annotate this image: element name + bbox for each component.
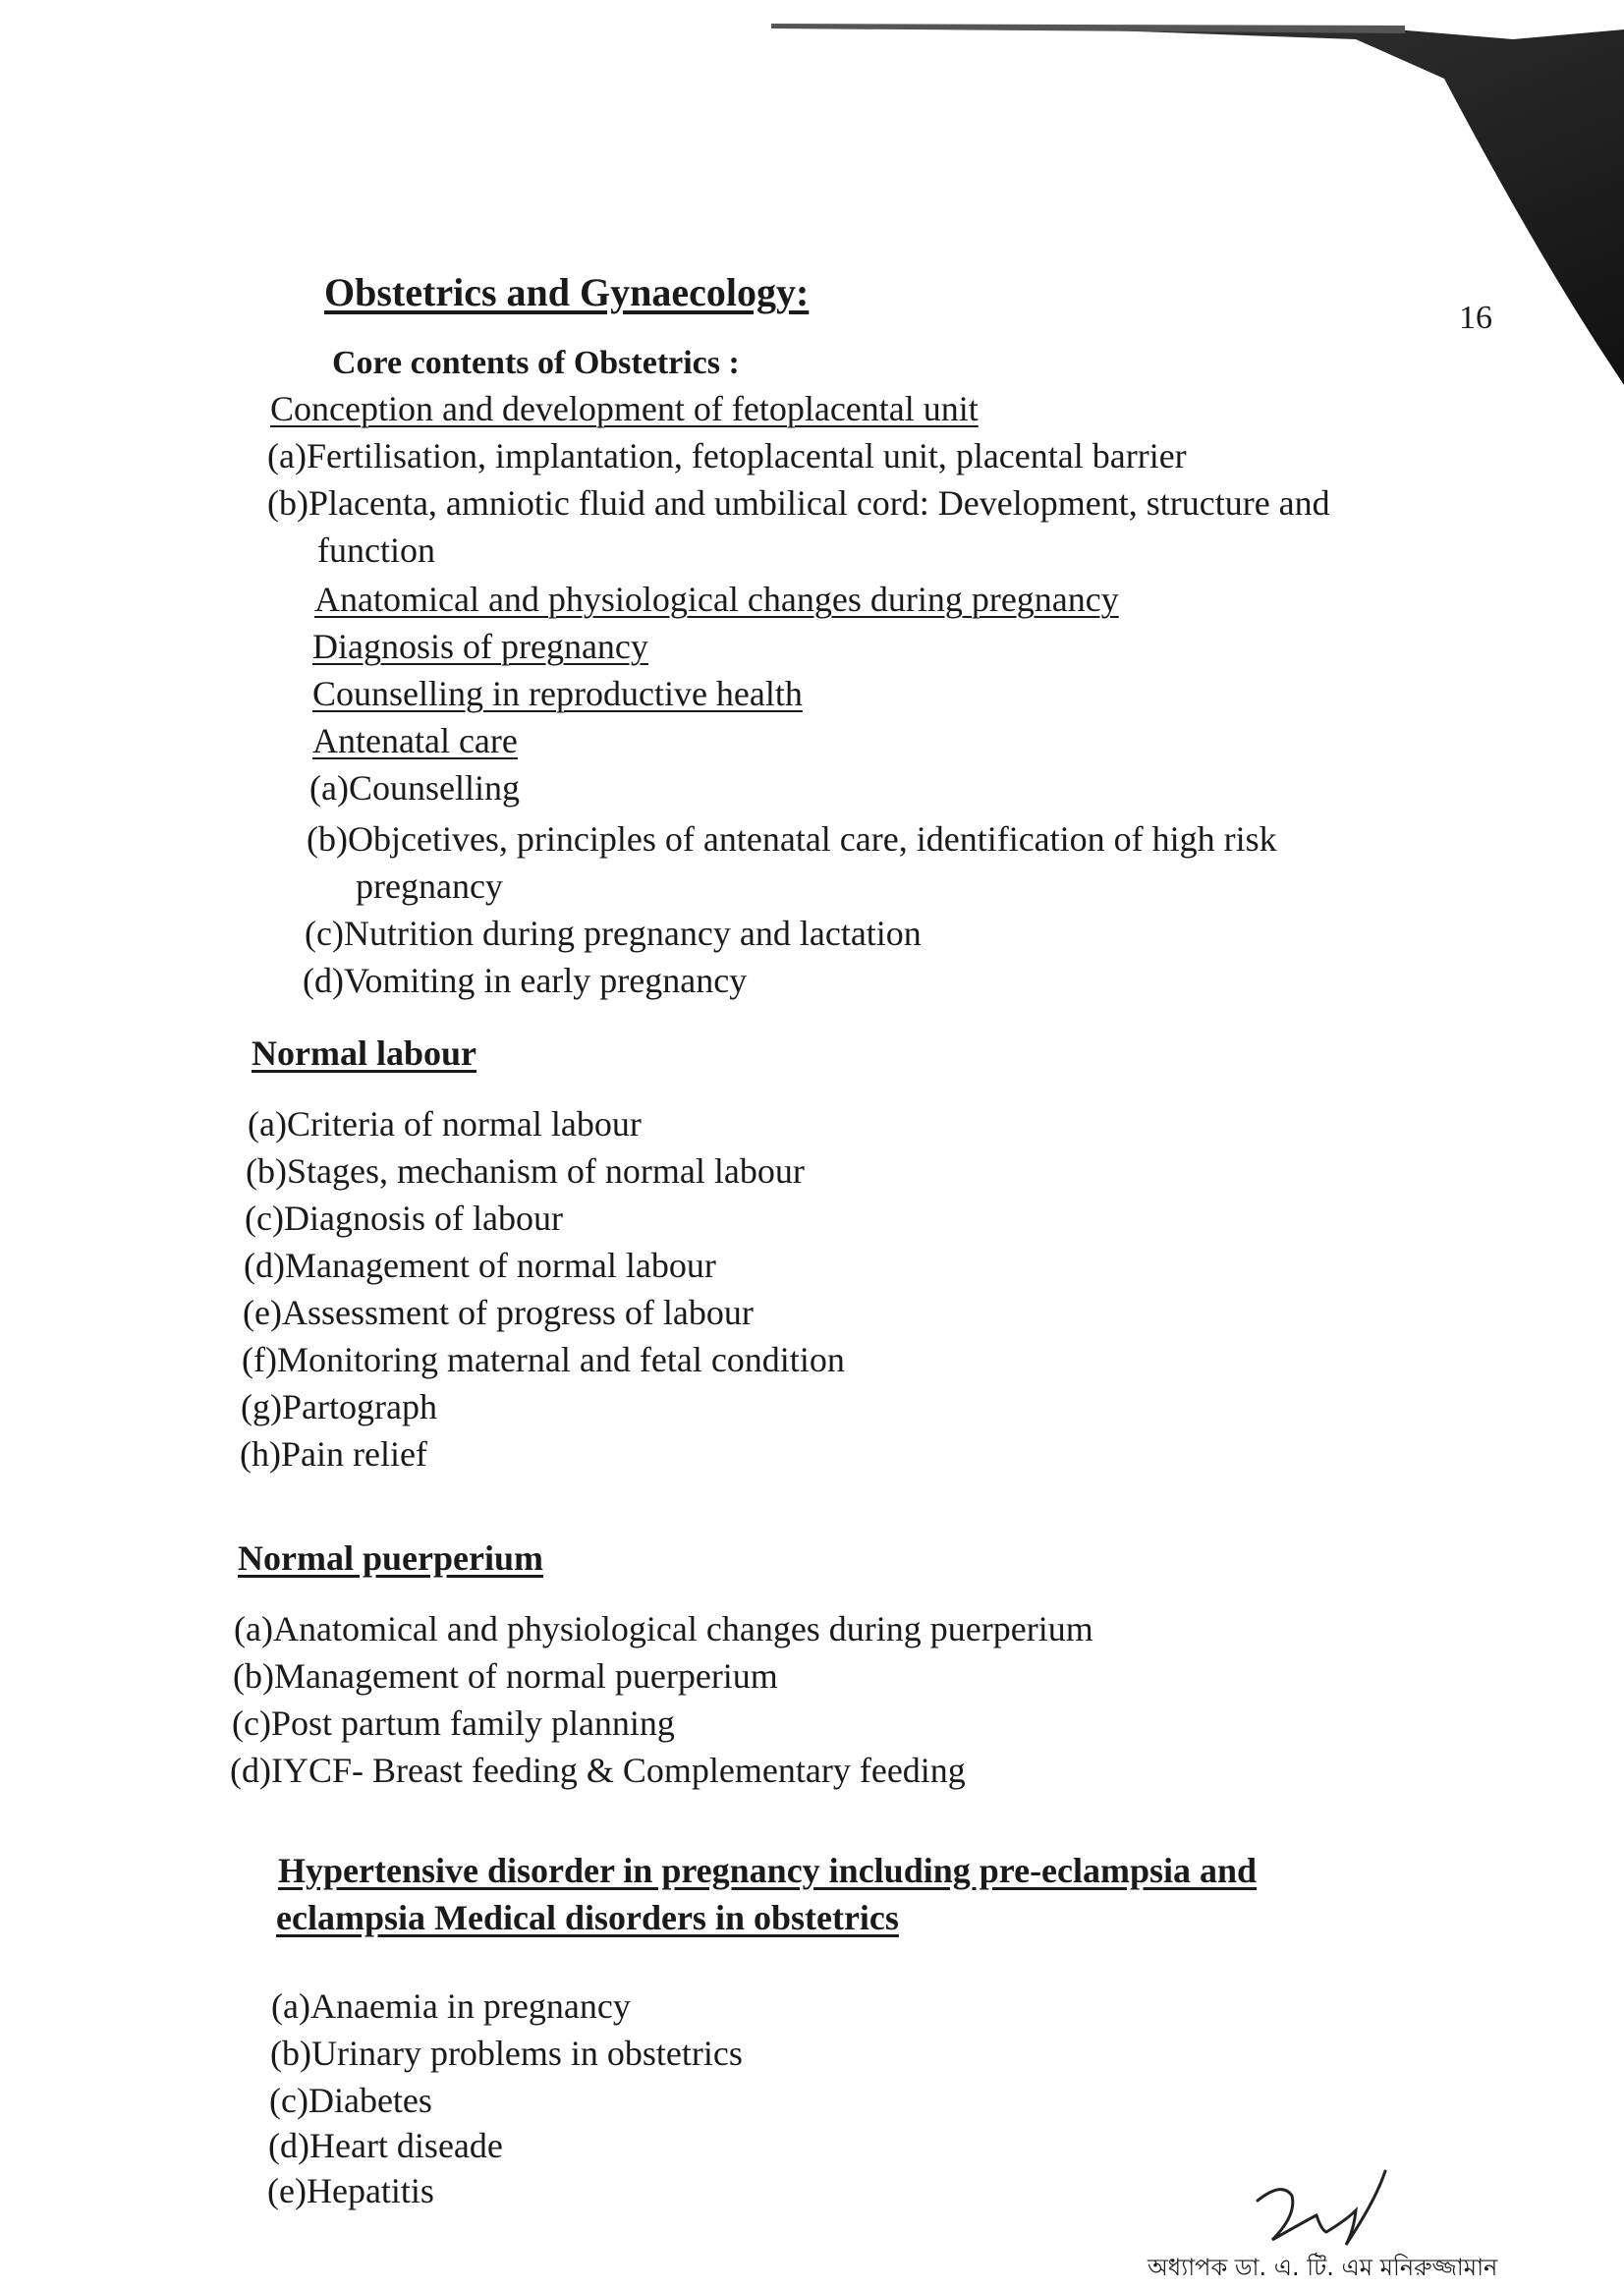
list-item-text: Placenta, amniotic fluid and umbilical cord: Development, structure and — [308, 483, 1330, 523]
list-marker: (b) — [246, 1151, 287, 1191]
list-item — [267, 485, 1330, 521]
list-marker: (a) — [271, 1986, 310, 2026]
list-item — [233, 1658, 778, 1694]
list-marker: (c) — [305, 914, 344, 953]
list-marker: (a) — [234, 1609, 273, 1648]
list-item-text: Objcetives, principles of antenatal care, identification of high risk — [347, 819, 1277, 859]
list-item-text: Criteria of normal labour — [286, 1104, 642, 1144]
page-title: Obstetrics and Gynaecology: — [324, 270, 810, 314]
list-item-text: Anatomical and physiological changes during puerperium — [272, 1609, 1093, 1648]
list-item — [307, 821, 1277, 857]
list-item — [246, 1153, 805, 1189]
list-item-text: Urinary problems in obstetrics — [310, 2034, 743, 2073]
list-item-text: IYCF- Breast feeding & Complementary feeding — [270, 1751, 966, 1790]
topic-heading: Diagnosis of pregnancy — [312, 627, 648, 666]
list-item-text: Hepatitis — [306, 2171, 434, 2210]
normal-labour-heading: Normal labour — [252, 1033, 476, 1073]
scan-corner-shadow — [0, 0, 1624, 413]
list-marker: (f) — [242, 1340, 277, 1379]
list-marker: (c) — [269, 2081, 308, 2120]
list-marker: (b) — [307, 819, 348, 859]
list-marker: (d) — [303, 961, 344, 1000]
topic-heading: Counselling in reproductive health — [312, 674, 803, 713]
list-marker: (a) — [248, 1104, 287, 1144]
page-number: 16 — [1459, 300, 1492, 336]
list-item — [232, 1705, 675, 1741]
list-item-text: Post partum family planning — [270, 1703, 675, 1743]
list-marker: (c) — [245, 1199, 284, 1238]
list-item — [240, 1436, 427, 1472]
list-marker: (e) — [243, 1293, 282, 1332]
list-marker: (d) — [268, 2126, 309, 2165]
hypertensive-heading-line2: eclampsia Medical disorders in obstetrics — [276, 1898, 899, 1937]
list-marker: (b) — [270, 2034, 311, 2073]
list-item — [242, 1342, 845, 1377]
list-item-text: Nutrition during pregnancy and lactation — [343, 914, 922, 953]
list-marker: (b) — [233, 1656, 274, 1696]
handwritten-signature — [1228, 2161, 1405, 2260]
list-item — [248, 1106, 642, 1142]
core-contents-subtitle: Core contents of Obstetrics : — [332, 345, 740, 381]
list-item — [267, 2173, 434, 2208]
list-item-text: Partograph — [281, 1387, 437, 1426]
hypertensive-heading-line1: Hypertensive disorder in pregnancy including pre-eclampsia and — [278, 1851, 1258, 1890]
list-item-text: Pain relief — [280, 1434, 427, 1474]
topic-heading: Antenatal care — [312, 721, 518, 760]
list-item — [269, 2083, 432, 2118]
list-item — [305, 916, 922, 951]
list-marker: (c) — [232, 1703, 271, 1743]
list-item — [303, 963, 747, 998]
list-marker: (g) — [241, 1387, 282, 1426]
list-marker: (d) — [244, 1246, 285, 1285]
list-item-text: Vomiting in early pregnancy — [343, 961, 748, 1000]
list-item — [230, 1753, 966, 1788]
list-item-continuation: pregnancy — [356, 866, 503, 906]
list-item — [268, 2128, 503, 2163]
list-item-text: Anaemia in pregnancy — [309, 1986, 631, 2026]
list-item-text: Fertilisation, implantation, fetoplacental unit, placental barrier — [306, 436, 1187, 475]
list-marker: (h) — [240, 1434, 281, 1474]
conception-heading: Conception and development of fetoplacental unit — [270, 389, 979, 428]
signature-caption: অধ্যাপক ডা. এ. টি. এম মনিরুজ্জামান — [1148, 2254, 1498, 2281]
list-item — [271, 1988, 631, 2024]
list-item — [243, 1295, 754, 1330]
list-marker: (d) — [230, 1751, 271, 1790]
list-item-text: Management of normal puerperium — [273, 1656, 778, 1696]
list-item-text: Monitoring maternal and fetal condition — [276, 1340, 845, 1379]
list-marker: (a) — [267, 436, 307, 475]
list-item-text: Assessment of progress of labour — [281, 1293, 754, 1332]
list-item — [234, 1611, 1093, 1647]
list-item-continuation: function — [317, 530, 435, 570]
list-marker: (e) — [267, 2171, 307, 2210]
list-item-text: Heart diseade — [308, 2126, 503, 2165]
list-marker: (a) — [309, 768, 349, 808]
list-item — [244, 1248, 716, 1283]
list-item-text: Diagnosis of labour — [283, 1199, 563, 1238]
list-item — [309, 770, 520, 806]
list-item — [245, 1200, 563, 1236]
list-item-text: Stages, mechanism of normal labour — [286, 1151, 805, 1191]
list-item-text: Management of normal labour — [284, 1246, 716, 1285]
list-item-text: Counselling — [348, 768, 520, 808]
list-item — [241, 1389, 437, 1424]
list-item — [270, 2036, 743, 2071]
list-item-text: Diabetes — [308, 2081, 432, 2120]
list-item — [267, 438, 1187, 474]
topic-heading: Anatomical and physiological changes during pregnancy — [314, 580, 1119, 619]
normal-puerperium-heading: Normal puerperium — [238, 1538, 543, 1578]
list-marker: (b) — [267, 483, 308, 523]
